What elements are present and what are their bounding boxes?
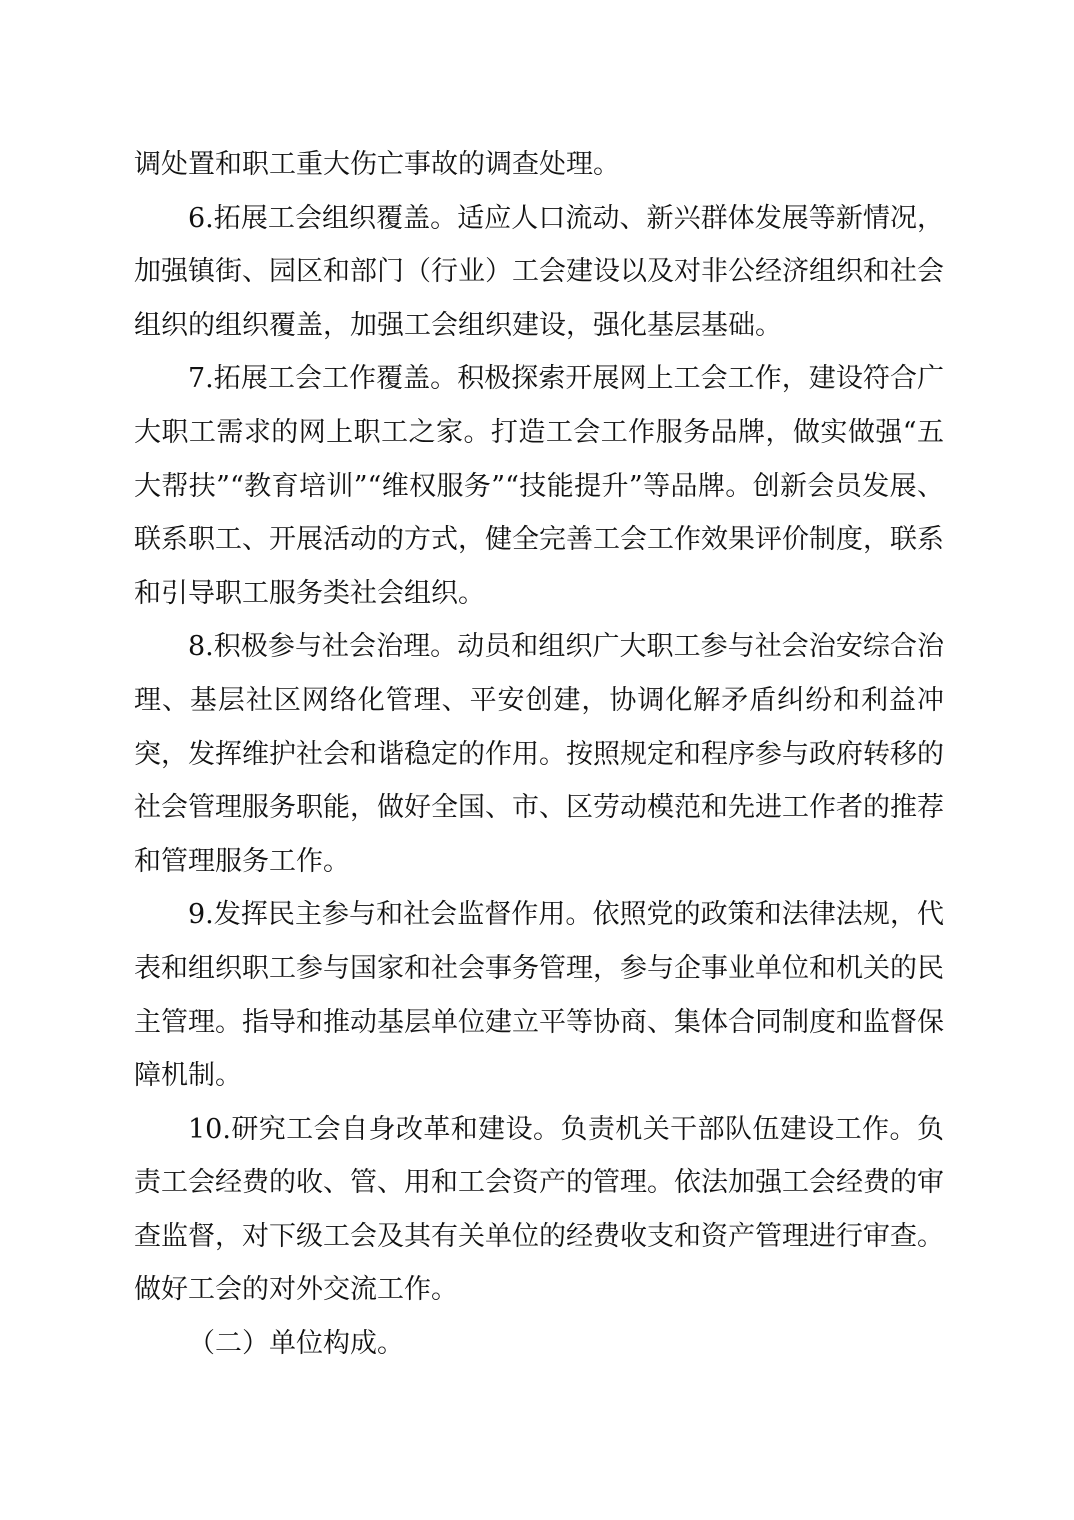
paragraph-item-6: 6.拓展工会组织覆盖。适应人口流动、新兴群体发展等新情况，加强镇街、园区和部门（行业）工会建设以及对非公经济组织和社会组织的组织覆盖，加强工会组织建设，强化基层基础。 [134, 202, 944, 341]
section-heading: （二）单位构成。 [188, 1328, 404, 1360]
paragraph-item-8: 8.积极参与社会治理。动员和组织广大职工参与社会治安综合治理、基层社区网络化管理、平安创建，协调化解矛盾纠纷和利益冲突，发挥维护社会和谐稳定的作用。按照规定和程序参与政府转移的社会管理服务职能，做好全国、市、区劳动模范和先进工作者的推荐和管理服务工作。 [134, 631, 944, 877]
paragraph-item-7: 7.拓展工会工作覆盖。积极探索开展网上工会工作，建设符合广大职工需求的网上职工之家。打造工会工作服务品牌，做实做强“五大帮扶”“教育培训”“维权服务”“技能提升”等品牌。创新会员发展、联系职工、开展活动的方式，健全完善工会工作效果评价制度，联系和引导职工服务类社会组织。 [134, 363, 944, 609]
paragraph-continuation: 调处置和职工重大伤亡事故的调查处理。 [134, 149, 620, 180]
paragraph-item-10: 10.研究工会自身改革和建设。负责机关干部队伍建设工作。负责工会经费的收、管、用和工会资产的管理。依法加强工会经费的审查监督，对下级工会及其有关单位的经费收支和资产管理进行审查。做好工会的对外交流工作。 [134, 1113, 944, 1306]
document-body [134, 138, 944, 1371]
paragraph-item-9: 9.发挥民主参与和社会监督作用。依照党的政策和法律法规，代表和组织职工参与国家和社会事务管理，参与企事业单位和机关的民主管理。指导和推动基层单位建立平等协商、集体合同制度和监督保障机制。 [134, 899, 944, 1092]
